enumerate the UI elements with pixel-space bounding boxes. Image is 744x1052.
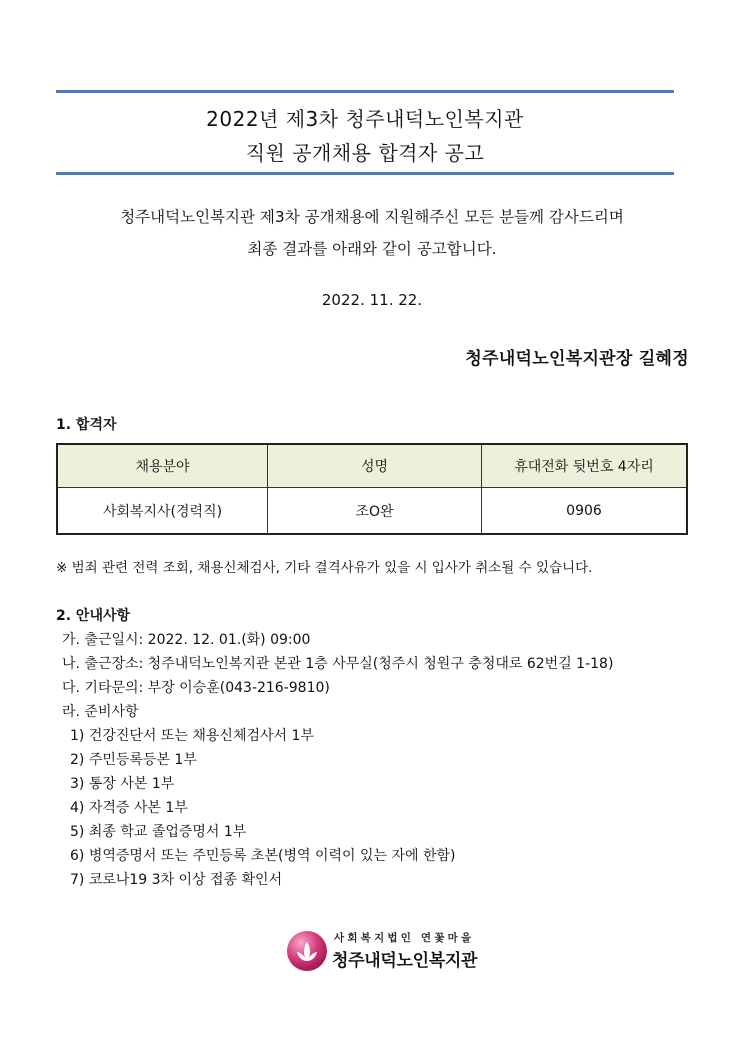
prep-item: 1) 건강진단서 또는 채용신체검사서 1부 <box>70 728 314 744</box>
prep-item: 3) 통장 사본 1부 <box>70 776 175 792</box>
column-header-name: 성명 <box>268 444 482 488</box>
cell-name: 조O완 <box>268 488 482 535</box>
prep-item: 4) 자격증 사본 1부 <box>70 800 188 816</box>
signer: 청주내덕노인복지관장 길혜정 <box>465 349 689 369</box>
guide-item: 라. 준비사항 <box>62 704 139 720</box>
disqualification-note: ※ 범죄 관련 전력 조회, 채용신체검사, 기타 결격사유가 있을 시 입사가 취소될 수 있습니다. <box>56 560 593 576</box>
result-table <box>56 443 688 535</box>
table-header-row <box>57 444 687 488</box>
cell-field: 사회복지사(경력직) <box>57 488 268 535</box>
intro-line2: 최종 결과를 아래와 같이 공고합니다. <box>247 240 497 258</box>
guide-item: 다. 기타문의: 부장 이승훈(043-216-9810) <box>62 680 330 696</box>
bottom-rule <box>56 172 674 175</box>
prep-item: 5) 최종 학교 졸업증명서 1부 <box>70 824 247 840</box>
column-header-field: 채용분야 <box>57 444 268 488</box>
guide-item: 가. 출근일시: 2022. 12. 01.(화) 09:00 <box>62 632 311 648</box>
logo-subtitle: 사회복지법인 연꽃마을 <box>334 932 475 944</box>
prep-item: 7) 코로나19 3차 이상 접종 확인서 <box>70 872 283 888</box>
cell-phone: 0906 <box>482 488 688 535</box>
lotus-logo-icon <box>286 930 328 972</box>
guide-item: 나. 출근장소: 청주내덕노인복지관 본관 1층 사무실(청주시 청원구 충청대로 62번길 1-18) <box>62 656 614 672</box>
top-rule <box>56 90 674 93</box>
section2-heading: 2. 안내사항 <box>56 608 131 624</box>
announcement-date: 2022. 11. 22. <box>321 291 423 309</box>
logo-name: 청주내덕노인복지관 <box>332 951 478 971</box>
prep-item: 2) 주민등록등본 1부 <box>70 752 197 768</box>
section1-heading: 1. 합격자 <box>56 417 117 433</box>
organization-logo <box>286 928 486 974</box>
page-title-line1: 2022년 제3차 청주내덕노인복지관 <box>206 107 524 131</box>
prep-item: 6) 병역증명서 또는 주민등록 초본(병역 이력이 있는 자에 한함) <box>70 848 456 864</box>
page-title-line2: 직원 공개채용 합격자 공고 <box>245 141 485 165</box>
intro-line1: 청주내덕노인복지관 제3차 공개채용에 지원해주신 모든 분들께 감사드리며 <box>120 208 624 226</box>
table-row <box>57 488 687 535</box>
column-header-phone: 휴대전화 뒷번호 4자리 <box>482 444 688 488</box>
